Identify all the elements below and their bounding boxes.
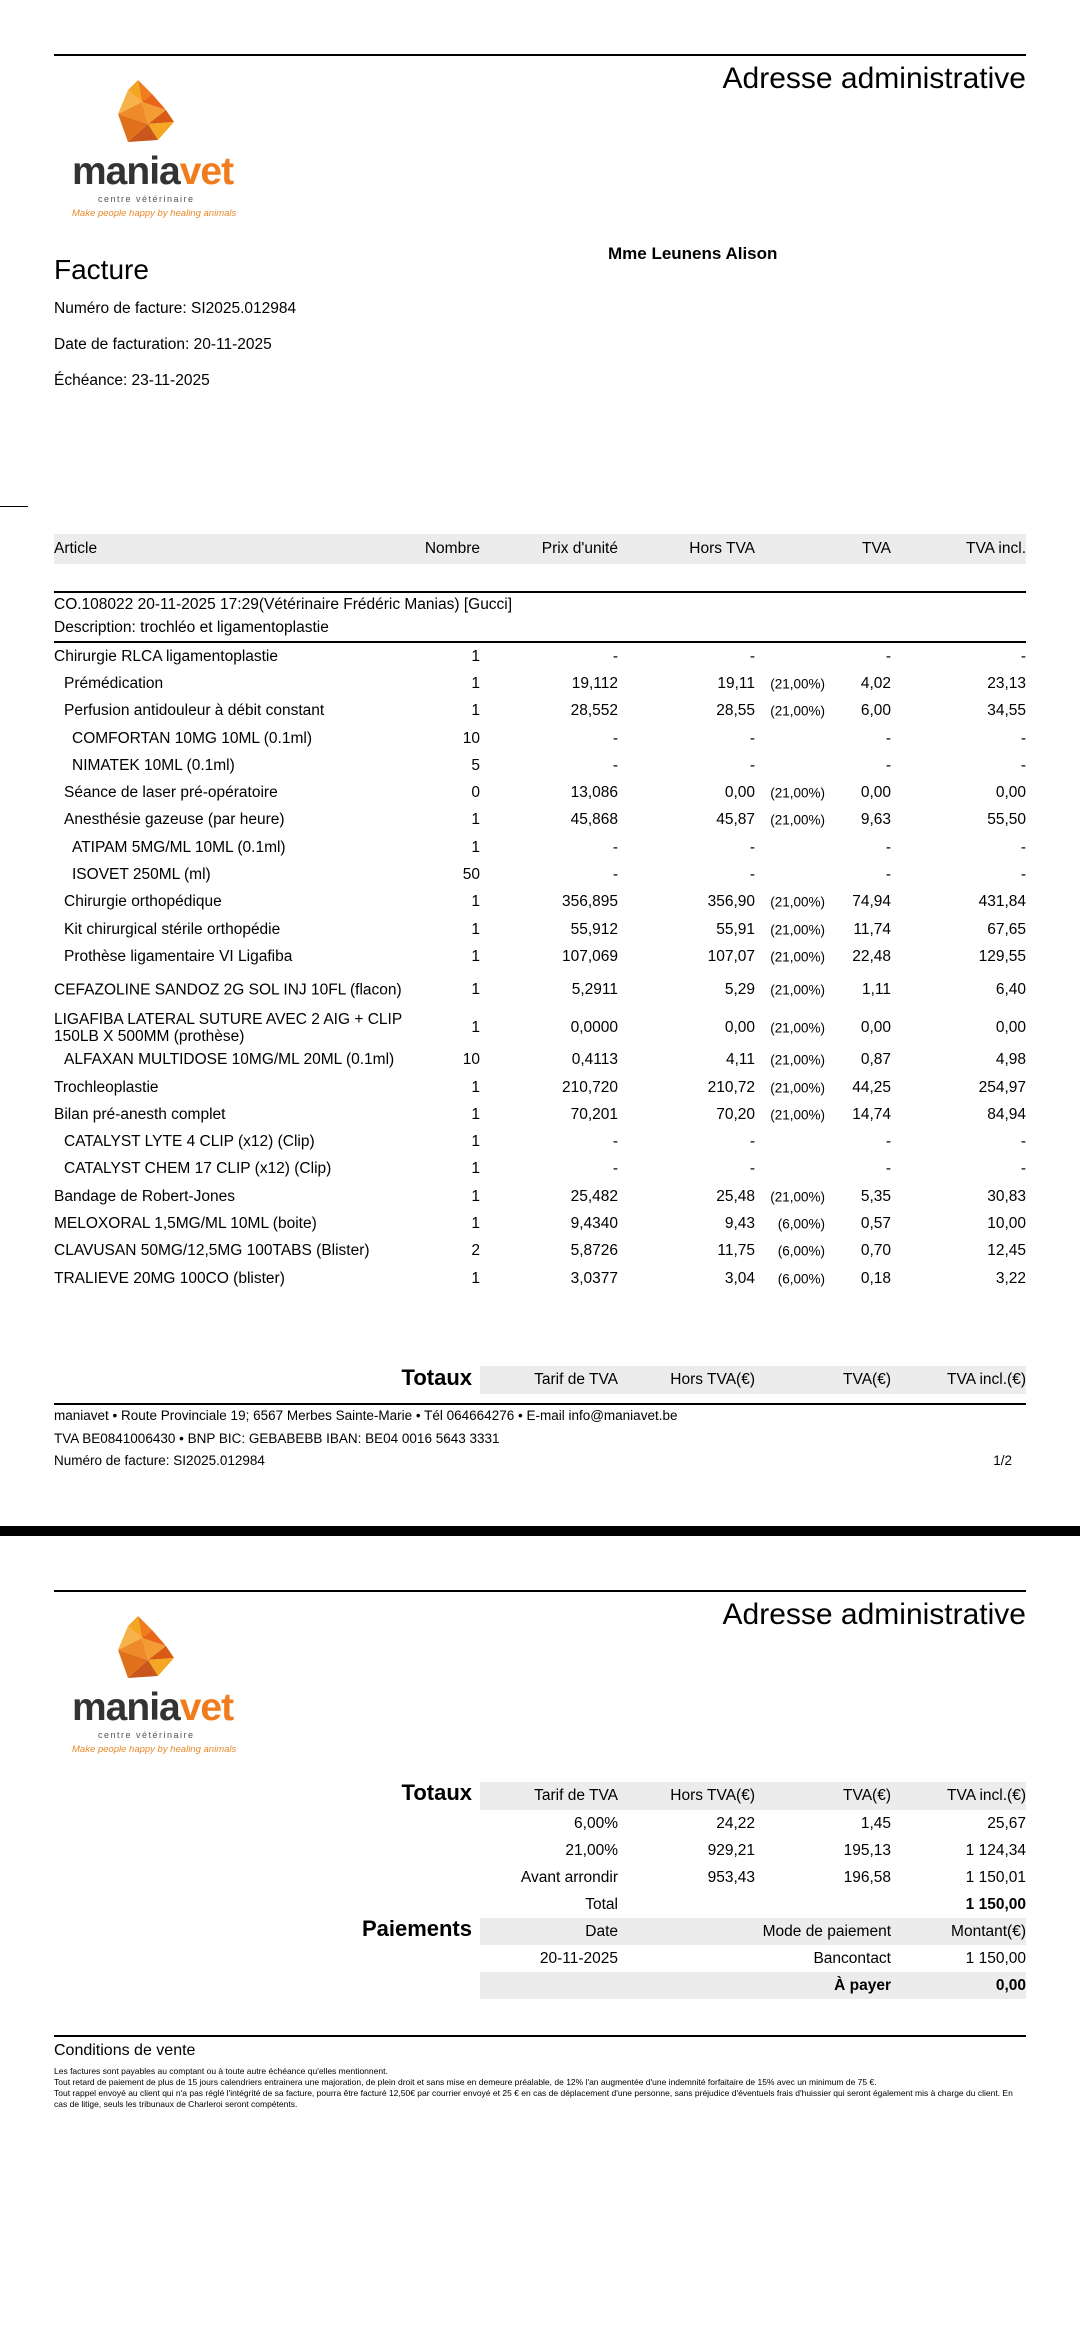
item-unit-price: 3,0377 [570,1269,618,1287]
item-excl-vat: 70,20 [716,1105,755,1123]
item-unit-price: 70,201 [570,1105,618,1123]
table-row [54,1265,1026,1292]
totals-row: Avant arrondir 953,43 196,58 1 150,01 [520,1868,1026,1886]
payments-header-amount: Montant(€) [951,1922,1026,1940]
item-vat: 11,74 [853,920,891,938]
item-description: CLAVUSAN 50MG/12,5MG 100TABS (Blister) [54,1242,370,1260]
item-vat: 74,94 [852,893,891,911]
item-unit-price: 356,895 [561,893,618,911]
item-excl-vat: 0,00 [724,1018,755,1036]
item-vat-rate: (21,00%) [770,922,825,938]
item-description: CATALYST CHEM 17 CLIP (x12) (Clip) [64,1160,332,1178]
item-unit-price: - [612,729,618,747]
item-excl-vat: 19,11 [717,674,755,692]
item-incl-vat: 30,83 [987,1187,1026,1205]
item-qty: 1 [471,647,480,665]
item-vat-rate: (21,00%) [770,812,825,828]
item-incl-vat: - [1020,1160,1026,1178]
footer-invoice-number: Numéro de facture: SI2025.012984 [54,1453,265,1468]
item-qty: 1 [471,1105,480,1123]
item-incl-vat: 10,00 [987,1215,1026,1233]
item-vat: 0,57 [860,1215,891,1233]
item-excl-vat: 356,90 [707,893,755,911]
item-incl-vat: 0,00 [995,1018,1026,1036]
item-description: LIGAFIBA LATERAL SUTURE AVEC 2 AIG + CLIP 150LB X 500MM (prothèse) [54,1010,402,1045]
item-description: Bandage de Robert-Jones [54,1187,235,1205]
table-row [54,834,1026,861]
item-qty: 1 [471,893,480,911]
logo-subtitle: centre vétérinaire [98,194,195,204]
item-incl-vat: 67,65 [987,920,1026,938]
item-qty: 10 [462,729,480,747]
item-vat: - [885,756,891,774]
consultation-line: CO.108022 20-11-2025 17:29(Vétérinaire Frédéric Manias) [Gucci] [54,596,513,613]
item-unit-price: 45,868 [570,811,618,829]
totals-row: 21,00% 929,21 195,13 1 124,34 [565,1841,1026,1859]
totals-table-header [480,1782,1026,1810]
header-vat: TVA [862,540,891,557]
totals-header-tva: TVA(€) [843,1787,891,1804]
item-excl-vat: 28,55 [716,702,755,720]
item-description: MELOXORAL 1,5MG/ML 10ML (boite) [54,1215,317,1233]
item-vat-rate: (21,00%) [770,1052,825,1068]
payments-label: Paiements [361,1916,472,1941]
top-rule [54,54,1026,56]
item-vat: 22,48 [852,947,891,965]
item-description: Perfusion antidouleur à débit constant [64,702,325,720]
item-excl-vat: 210,72 [707,1078,755,1096]
item-incl-vat: 23,13 [987,674,1026,692]
table-row [54,1238,1026,1265]
item-vat-rate: (6,00%) [777,1216,825,1232]
item-qty: 1 [471,947,480,965]
item-description: Prothèse ligamentaire VI Ligafiba [64,947,293,965]
payments-header [480,1918,1026,1945]
item-incl-vat: 129,55 [978,947,1026,965]
footer-bank-details: TVA BE0841006430 • BNP BIC: GEBABEBB IBAN: BE04 0016 5643 3331 [54,1431,500,1446]
item-vat-rate: (21,00%) [770,982,825,998]
table-rule [54,591,1026,593]
item-excl-vat: - [749,838,755,856]
item-unit-price: 13,086 [570,784,618,802]
item-qty: 1 [471,838,480,856]
item-description: Anesthésie gazeuse (par heure) [64,811,285,829]
amount-due-row [480,1972,1026,1999]
item-vat: 0,87 [860,1051,891,1069]
table-row [54,780,1026,807]
totals-header-rate: Tarif de TVA [534,1371,618,1388]
totals-table-header [480,1366,1026,1394]
table-row [54,861,1026,888]
table-row [54,643,1026,670]
item-description: ALFAXAN MULTIDOSE 10MG/ML 20ML (0.1ml) [64,1051,395,1069]
grand-total-value: 1 150,00 [965,1895,1026,1913]
item-vat-rate: (21,00%) [770,676,825,692]
conditions-title: Conditions de vente [54,2042,196,2059]
table-row [54,1183,1026,1210]
item-vat-rate: (21,00%) [770,785,825,801]
table-row [54,889,1026,916]
item-unit-price: 28,552 [570,702,618,720]
item-vat: 0,00 [860,1018,891,1036]
item-incl-vat: 34,55 [987,702,1026,720]
item-vat: 0,00 [860,784,891,802]
items-table-header [54,534,1026,564]
item-incl-vat: - [1020,838,1026,856]
totals-label: Totaux [401,1780,472,1805]
table-row [54,1074,1026,1101]
item-qty: 1 [471,1133,480,1151]
item-vat: - [885,1133,891,1151]
table-row [54,807,1026,834]
table-row [54,698,1026,725]
item-qty: 1 [471,702,480,720]
item-description: CATALYST LYTE 4 CLIP (x12) (Clip) [64,1133,315,1151]
item-incl-vat: 431,84 [978,893,1026,911]
totals-header-ht: Hors TVA(€) [670,1371,755,1388]
item-excl-vat: 107,07 [707,947,755,965]
item-unit-price: 107,069 [561,947,618,965]
amount-due-label: À payer [834,1976,891,1994]
grand-total-row [480,1891,1026,1918]
table-row [54,1129,1026,1156]
item-qty: 1 [471,920,480,938]
header-unit-price: Prix d'unité [541,540,618,557]
item-excl-vat: - [749,1160,755,1178]
item-incl-vat: - [1020,756,1026,774]
item-vat-rate: (6,00%) [777,1271,825,1287]
item-description: Chirurgie RLCA ligamentoplastie [54,647,279,665]
item-unit-price: 25,482 [570,1187,618,1205]
invoice-title: Facture [54,254,149,285]
maniavet-logo [70,1616,238,1766]
fold-mark [0,506,28,507]
item-vat-rate: (21,00%) [770,1020,825,1036]
item-vat-rate: (21,00%) [770,1189,825,1205]
item-unit-price: - [612,838,618,856]
item-qty: 1 [471,1160,480,1178]
item-incl-vat: 0,00 [995,784,1026,802]
logo-tagline: Make people happy by healing animals [72,1744,237,1755]
item-description: Bilan pré-anesth complet [54,1105,226,1123]
payments-header-mode: Mode de paiement [762,1922,891,1940]
table-row [54,1210,1026,1237]
item-excl-vat: 3,04 [724,1269,755,1287]
item-vat: - [885,866,891,884]
header-incl-vat: TVA incl. [965,540,1026,557]
item-qty: 1 [471,1078,480,1096]
invoice-number: Numéro de facture: SI2025.012984 [54,300,297,317]
item-unit-price: 5,2911 [571,980,618,998]
totals-row: 6,00% 24,22 1,45 25,67 [574,1814,1026,1832]
logo-wordmark: maniavet [72,150,234,193]
item-unit-price: 210,720 [561,1078,618,1096]
item-vat: 5,35 [860,1187,891,1205]
item-vat: 1,11 [861,980,891,998]
item-incl-vat: 55,50 [987,811,1026,829]
table-row [54,752,1026,779]
header-article: Article [54,540,98,557]
item-vat: 4,02 [860,674,891,692]
conditions-text: Les factures sont payables au comptant ou à toute autre échéance qu'elles mentionnent. Tout retard de paiement de plus de 15 jours calendriers entrainera une majoration, de plein droit et sans mise en demeure préalable, de 12% l'an augmentée d'une indemnité forfaitaire de 15% avec un minimum de 75 €. Tout rappel envoyé au client qui n'a pas réglé l'intégrité de sa facture, pourra être facturé 12,50€ par courrier envoyé et 25 € en cas de déplacement d'une personne, sans préjudice d'éventuels frais d'huissier qui seront également mis à charge du client. En cas de litige, seuls les tribunaux de Charleroi seront compétents. [54,2066,1013,2109]
top-rule [54,1590,1026,1592]
table-row [54,916,1026,943]
item-incl-vat: 254,97 [978,1078,1026,1096]
table-row [54,1047,1026,1074]
item-qty: 0 [471,784,480,802]
item-qty: 1 [471,1215,480,1233]
item-vat-rate: (21,00%) [770,949,825,965]
item-qty: 50 [462,866,480,884]
item-excl-vat: - [749,866,755,884]
item-vat-rate: (6,00%) [777,1243,825,1259]
item-vat: - [885,647,891,665]
item-incl-vat: 84,94 [987,1105,1026,1123]
conditions-rule [54,2035,1026,2037]
item-incl-vat: 4,98 [995,1051,1026,1069]
item-incl-vat: - [1020,729,1026,747]
item-description: ISOVET 250ML (ml) [72,866,211,884]
item-description: ATIPAM 5MG/ML 10ML (0.1ml) [72,838,286,856]
logo-subtitle: centre vétérinaire [98,1730,195,1740]
item-qty: 1 [471,674,480,692]
item-excl-vat: 9,43 [724,1215,755,1233]
item-description: Séance de laser pré-opératoire [64,784,278,802]
page-number: 1/2 [993,1453,1012,1468]
table-row [54,1156,1026,1183]
item-unit-price: 5,8726 [570,1242,618,1260]
item-vat-rate: (21,00%) [770,703,825,719]
item-description: Kit chirurgical stérile orthopédie [64,920,281,938]
item-qty: 1 [471,980,480,998]
footer-company-address: maniavet • Route Provinciale 19; 6567 Merbes Sainte-Marie • Tél 064664276 • E-mail info@maniavet.be [54,1408,678,1423]
header-excl-vat: Hors TVA [689,540,755,557]
item-vat: 0,18 [860,1269,891,1287]
totals-header-ttc: TVA incl.(€) [947,1371,1026,1388]
item-excl-vat: - [749,1133,755,1151]
footer-rule [54,1403,1026,1405]
invoice-page-2 [0,1536,1080,2340]
item-unit-price: 0,4113 [571,1051,618,1069]
item-description: Chirurgie orthopédique [64,893,222,911]
item-vat: 14,74 [852,1105,891,1123]
totals-header-rate: Tarif de TVA [534,1787,618,1804]
item-unit-price: - [612,866,618,884]
item-unit-price: - [612,1160,618,1178]
item-description: COMFORTAN 10MG 10ML (0.1ml) [72,729,313,747]
item-qty: 1 [471,1187,480,1205]
table-row [54,670,1026,697]
item-excl-vat: 4,11 [725,1051,755,1069]
item-vat: - [885,838,891,856]
item-excl-vat: 25,48 [716,1187,755,1205]
item-vat: 44,25 [852,1078,891,1096]
item-qty: 1 [471,1269,480,1287]
item-vat: - [885,1160,891,1178]
item-unit-price: 19,112 [571,674,618,692]
table-row [54,725,1026,752]
item-unit-price: 9,4340 [570,1215,618,1233]
item-incl-vat: - [1020,1133,1026,1151]
item-qty: 2 [471,1242,480,1260]
table-row [54,943,1026,970]
item-unit-price: - [612,647,618,665]
item-description: NIMATEK 10ML (0.1ml) [72,756,235,774]
payment-row: 20-11-2025 Bancontact 1 150,00 [539,1949,1026,1967]
invoice-date: Date de facturation: 20-11-2025 [54,336,272,353]
item-excl-vat: 45,87 [716,811,755,829]
item-description: CEFAZOLINE SANDOZ 2G SOL INJ 10FL (flacon) [54,981,402,999]
maniavet-logo [70,80,238,230]
payments-header-date: Date [585,1922,618,1940]
item-qty: 5 [471,756,480,774]
item-unit-price: 0,0000 [570,1018,618,1036]
item-excl-vat: 5,29 [724,980,755,998]
logo-tagline: Make people happy by healing animals [72,208,237,219]
consultation-description: Description: trochléo et ligamentoplastie [54,619,329,636]
item-unit-price: - [612,756,618,774]
admin-address-title: Adresse administrative [722,1598,1026,1631]
item-unit-price: 55,912 [570,920,618,938]
invoice-due-date: Échéance: 23-11-2025 [54,372,210,389]
item-description: TRALIEVE 20MG 100CO (blister) [54,1269,285,1287]
item-description: Prémédication [64,674,164,692]
item-vat-rate: (21,00%) [770,894,825,910]
client-name: Mme Leunens Alison [608,244,778,263]
totals-header-ht: Hors TVA(€) [670,1787,755,1804]
totals-header-tva: TVA(€) [843,1371,891,1388]
item-excl-vat: 11,75 [717,1242,755,1260]
totals-label: Totaux [401,1365,472,1390]
table-row [54,971,1026,1009]
item-vat: 6,00 [860,702,891,720]
item-incl-vat: 12,45 [987,1242,1026,1260]
admin-address-title: Adresse administrative [722,62,1026,95]
item-excl-vat: 0,00 [724,784,755,802]
table-row [54,1009,1026,1047]
item-qty: 1 [471,811,480,829]
logo-wordmark: maniavet [72,1686,234,1729]
item-excl-vat: 55,91 [716,920,755,938]
item-description: Trochleoplastie [54,1078,159,1096]
item-excl-vat: - [749,729,755,747]
amount-due-value: 0,00 [995,1976,1026,1994]
item-incl-vat: - [1020,866,1026,884]
item-excl-vat: - [749,756,755,774]
item-vat: - [885,729,891,747]
item-vat: 9,63 [860,811,891,829]
item-unit-price: - [612,1133,618,1151]
item-incl-vat: 3,22 [995,1269,1026,1287]
header-qty: Nombre [424,540,480,557]
item-excl-vat: - [749,647,755,665]
item-qty: 10 [462,1051,480,1069]
page-separator [0,1526,1080,1536]
item-vat: 0,70 [860,1242,891,1260]
item-vat-rate: (21,00%) [770,1080,825,1096]
table-row [54,1101,1026,1128]
item-incl-vat: - [1020,647,1026,665]
totals-header-ttc: TVA incl.(€) [947,1787,1026,1804]
grand-total-label: Total [585,1895,618,1913]
item-qty: 1 [471,1018,480,1036]
item-incl-vat: 6,40 [995,980,1026,998]
item-vat-rate: (21,00%) [770,1107,825,1123]
